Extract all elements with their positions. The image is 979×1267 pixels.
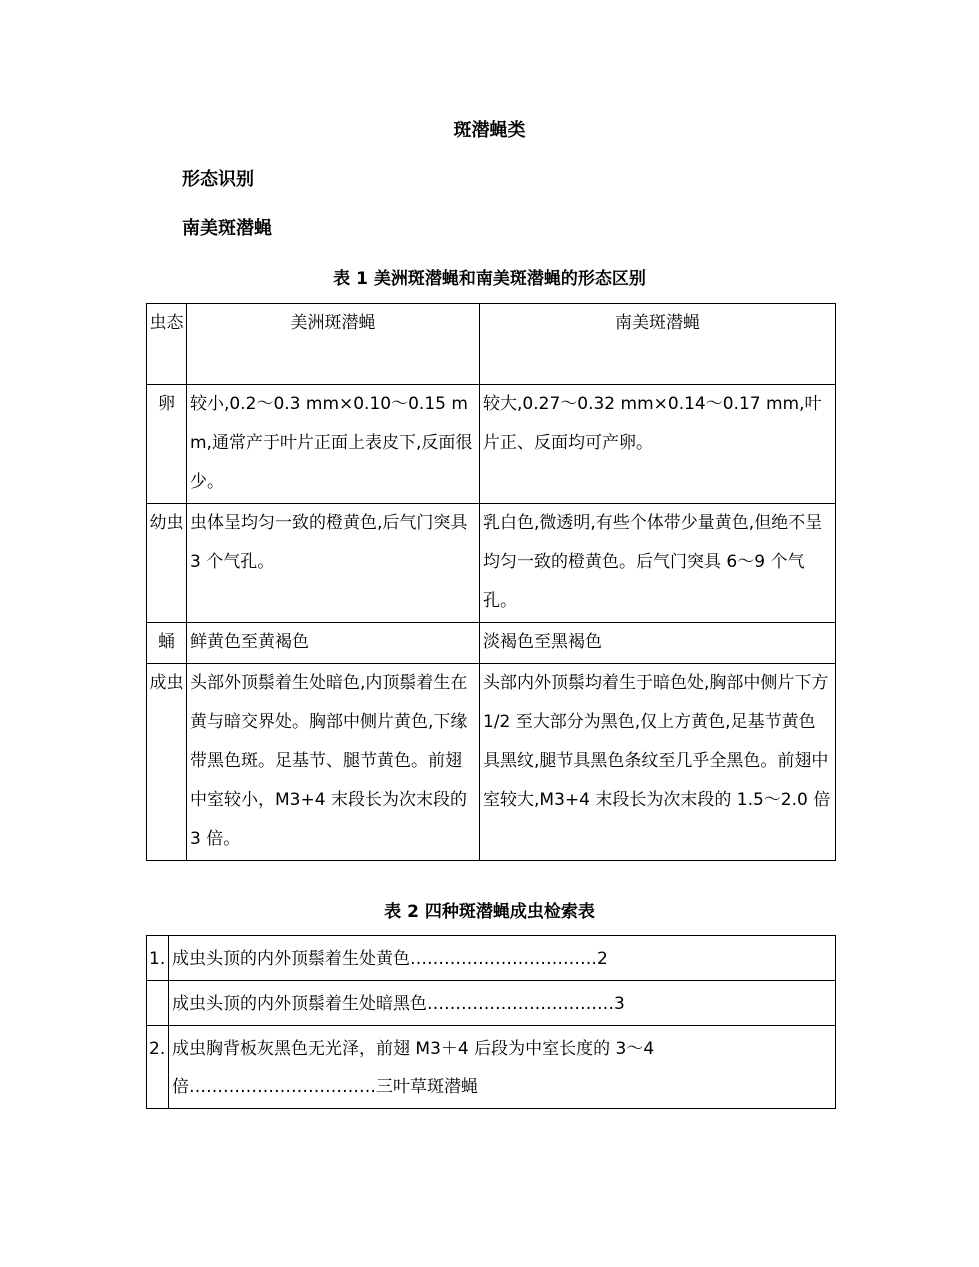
- table2-caption: 表 2 四种斑潜蝇成虫检索表: [384, 902, 595, 922]
- table-row: [147, 664, 836, 861]
- stage-cell: 蛹: [147, 623, 187, 664]
- american-cell: 头部外顶鬃着生处暗色,内顶鬃着生在黄与暗交界处。胸部中侧片黄色,下缘带黑色斑。足基节、腿节黄色。前翅中室较小，M3+4 末段长为次末段的 3 倍。: [187, 664, 480, 861]
- table-header-row: [147, 304, 836, 385]
- south-american-cell: 淡褐色至黑褐色: [480, 623, 836, 664]
- header-south-american: 南美斑潜蝇: [480, 304, 836, 385]
- key-number: 2.: [147, 1026, 169, 1109]
- american-cell: 虫体呈均匀一致的橙黄色,后气门突具 3 个气孔。: [187, 504, 480, 623]
- key-number: [147, 981, 169, 1026]
- table-row: [147, 623, 836, 664]
- south-american-cell: 较大,0.27～0.32 mm×0.14～0.17 mm,叶片正、反面均可产卵。: [480, 385, 836, 504]
- stage-cell: 幼虫: [147, 504, 187, 623]
- page-title: 斑潜蝇类: [453, 120, 526, 141]
- table-row: [147, 385, 836, 504]
- key-number: 1.: [147, 936, 169, 981]
- identification-key-table: [146, 935, 836, 1109]
- key-text: 成虫头顶的内外顶鬃着生处黄色……………………………2: [169, 936, 836, 981]
- table-row: [147, 981, 836, 1026]
- key-text: 成虫头顶的内外顶鬃着生处暗黑色……………………………3: [169, 981, 836, 1026]
- american-cell: 鲜黄色至黄褐色: [187, 623, 480, 664]
- table1-caption: 表 1 美洲斑潜蝇和南美斑潜蝇的形态区别: [333, 269, 646, 289]
- american-cell: 较小,0.2～0.3 mm×0.10～0.15 mm,通常产于叶片正面上表皮下,反面很少。: [187, 385, 480, 504]
- south-american-cell: 头部内外顶鬃均着生于暗色处,胸部中侧片下方 1/2 至大部分为黑色,仅上方黄色,足基节黄色具黑纹,腿节具黑色条纹至几乎全黑色。前翅中室较大,M3+4 末段长为次末段的 1.5～2.0 倍: [480, 664, 836, 861]
- south-american-cell: 乳白色,微透明,有些个体带少量黄色,但绝不呈均匀一致的橙黄色。后气门突具 6～9 个气孔。: [480, 504, 836, 623]
- table-row: [147, 504, 836, 623]
- key-text: 成虫胸背板灰黑色无光泽，前翅 M3＋4 后段为中室长度的 3～4 倍……………………………三叶草斑潜蝇: [169, 1026, 836, 1109]
- section-heading: 形态识别: [182, 169, 254, 190]
- table-row: [147, 1026, 836, 1109]
- subsection-heading: 南美斑潜蝇: [182, 218, 272, 239]
- table-row: [147, 936, 836, 981]
- header-american: 美洲斑潜蝇: [187, 304, 480, 385]
- morphology-table: [146, 303, 836, 861]
- stage-cell: 成虫: [147, 664, 187, 861]
- header-stage: 虫态: [147, 304, 187, 385]
- stage-cell: 卵: [147, 385, 187, 504]
